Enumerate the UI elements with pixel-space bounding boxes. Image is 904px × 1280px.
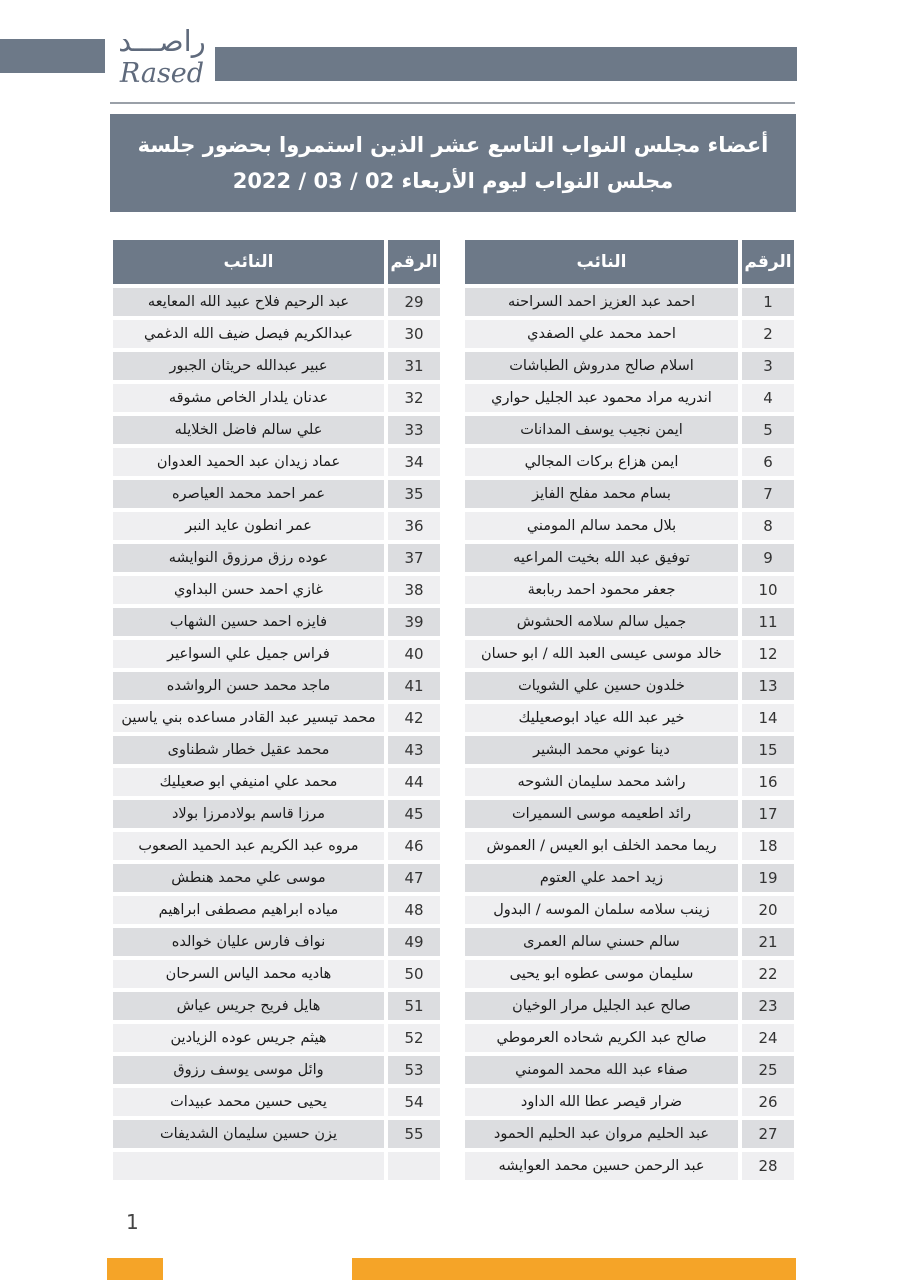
deputy-name-cell: خير عبد الله عياد ابوصعيليك [465,704,738,732]
deputy-name-cell: عدنان يلدار الخاص مشوقه [113,384,384,412]
row-number-cell: 10 [742,576,794,604]
table-row [113,1152,440,1180]
table-row [113,1120,440,1148]
table-row [465,448,794,476]
row-number-cell: 45 [388,800,440,828]
row-number-cell: 29 [388,288,440,316]
rased-logo-arabic: راصـــد [118,24,206,58]
deputy-name-cell [113,1152,384,1180]
table-row [113,960,440,988]
table-row [113,640,440,668]
deputy-name-cell: عبد الرحيم فلاح عبيد الله المعايعه [113,288,384,316]
deputy-name-cell: ضرار قيصر عطا الله الداود [465,1088,738,1116]
table-row [113,864,440,892]
table-row [465,768,794,796]
deputy-name-cell: سالم حسني سالم العمرى [465,928,738,956]
row-number-cell: 41 [388,672,440,700]
deputy-name-cell: يزن حسين سليمان الشديفات [113,1120,384,1148]
row-number-cell: 3 [742,352,794,380]
deputy-name-cell: زينب سلامه سلمان الموسه / البدول [465,896,738,924]
page-title-line1: أعضاء مجلس النواب التاسع عشر الذين استمروا بحضور جلسة [137,133,769,157]
table-row [113,608,440,636]
members-table-right [461,236,798,1184]
deputy-column-header: النائب [465,240,738,284]
deputy-name-cell: محمد عقيل خطار شطناوى [113,736,384,764]
deputy-name-cell: علي سالم فاضل الخلايله [113,416,384,444]
deputy-name-cell: عبير عبدالله حريثان الجبور [113,352,384,380]
row-number-cell: 7 [742,480,794,508]
row-number-cell: 31 [388,352,440,380]
deputy-name-cell: مياده ابراهيم مصطفى ابراهيم [113,896,384,924]
table-row [465,512,794,540]
row-number-cell: 28 [742,1152,794,1180]
deputy-name-cell: جعفر محمود احمد ربابعة [465,576,738,604]
table-row [465,640,794,668]
deputy-name-cell: عوده رزق مرزوق النوايشه [113,544,384,572]
table-row [113,992,440,1020]
members-table-1-28 [461,236,798,1184]
row-number-cell: 50 [388,960,440,988]
deputy-name-cell: خلدون حسين علي الشويات [465,672,738,700]
footer-orange-block-small [107,1258,163,1280]
table-row [113,512,440,540]
deputy-name-cell: دينا عوني محمد البشير [465,736,738,764]
number-column-header: الرقم [388,240,440,284]
row-number-cell: 12 [742,640,794,668]
row-number-cell: 46 [388,832,440,860]
row-number-cell: 18 [742,832,794,860]
deputy-name-cell: هيثم جريس عوده الزيادين [113,1024,384,1052]
table-row [113,928,440,956]
deputy-name-cell: فايزه احمد حسين الشهاب [113,608,384,636]
table-row [465,288,794,316]
deputy-name-cell: ايمن نجيب يوسف المدانات [465,416,738,444]
header-band-left [0,39,105,73]
row-number-cell: 54 [388,1088,440,1116]
deputy-name-cell: اسلام صالح مدروش الطباشات [465,352,738,380]
table-row [113,896,440,924]
deputy-name-cell: بسام محمد مفلح الفايز [465,480,738,508]
table-row [465,480,794,508]
deputy-name-cell: احمد محمد علي الصفدي [465,320,738,348]
deputy-name-cell: وائل موسى يوسف رزوق [113,1056,384,1084]
row-number-cell: 9 [742,544,794,572]
deputy-name-cell: خالد موسى عيسى العبد الله / ابو حسان [465,640,738,668]
table-row [113,1056,440,1084]
table-row [113,448,440,476]
table-row [113,576,440,604]
table-row [465,800,794,828]
deputy-name-cell: يحيى حسين محمد عبيدات [113,1088,384,1116]
table-row [113,1024,440,1052]
table-row [113,544,440,572]
deputy-name-cell: ريما محمد الخلف ابو العيس / العموش [465,832,738,860]
page-title-line2: مجلس النواب ليوم الأربعاء 02 / 03 / 2022 [232,169,674,193]
row-number-cell: 13 [742,672,794,700]
table-row [465,1056,794,1084]
row-number-cell: 48 [388,896,440,924]
table-row [465,928,794,956]
deputy-name-cell: سليمان موسى عطوه ابو يحيى [465,960,738,988]
deputy-name-cell: محمد تيسير عبد القادر مساعده بني ياسين [113,704,384,732]
deputy-name-cell: ماجد محمد حسن الرواشده [113,672,384,700]
row-number-cell: 33 [388,416,440,444]
deputy-name-cell: راشد محمد سليمان الشوحه [465,768,738,796]
row-number-cell: 19 [742,864,794,892]
row-number-cell: 35 [388,480,440,508]
row-number-cell: 17 [742,800,794,828]
deputy-name-cell: فراس جميل علي السواعير [113,640,384,668]
deputy-name-cell: عماد زيدان عبد الحميد العدوان [113,448,384,476]
rased-logo-latin: Rased [119,58,205,89]
row-number-cell: 26 [742,1088,794,1116]
table-row [113,288,440,316]
deputy-name-cell: نواف فارس عليان خوالده [113,928,384,956]
header-divider-line [110,102,795,104]
number-column-header: الرقم [742,240,794,284]
row-number-cell: 32 [388,384,440,412]
row-number-cell: 4 [742,384,794,412]
table-row [465,960,794,988]
row-number-cell: 11 [742,608,794,636]
deputy-column-header: النائب [113,240,384,284]
row-number-cell: 36 [388,512,440,540]
row-number-cell: 2 [742,320,794,348]
header-band-right [215,47,797,81]
table-header-row [113,240,440,284]
row-number-cell: 51 [388,992,440,1020]
row-number-cell: 38 [388,576,440,604]
row-number-cell: 1 [742,288,794,316]
footer-orange-block-large [352,1258,796,1280]
deputy-name-cell: عبد الحليم مروان عبد الحليم الحمود [465,1120,738,1148]
table-row [465,1088,794,1116]
rased-logo [108,24,216,90]
deputy-name-cell: هايل فريح جريس عياش [113,992,384,1020]
deputy-name-cell: اندريه مراد محمود عبد الجليل حواري [465,384,738,412]
deputy-name-cell: مروه عبد الكريم عبد الحميد الصعوب [113,832,384,860]
row-number-cell: 55 [388,1120,440,1148]
table-row [113,416,440,444]
table-row [465,704,794,732]
row-number-cell: 42 [388,704,440,732]
deputy-name-cell: توفيق عبد الله بخيت المراعيه [465,544,738,572]
row-number-cell: 30 [388,320,440,348]
row-number-cell: 53 [388,1056,440,1084]
deputy-name-cell: عبدالكريم فيصل ضيف الله الدغمي [113,320,384,348]
row-number-cell: 6 [742,448,794,476]
table-row [465,992,794,1020]
deputy-name-cell: غازي احمد حسن البداوي [113,576,384,604]
row-number-cell: 14 [742,704,794,732]
deputy-name-cell: هاديه محمد الياس السرحان [113,960,384,988]
members-table-29-55 [109,236,444,1184]
table-row [465,576,794,604]
table-row [465,352,794,380]
row-number-cell: 40 [388,640,440,668]
row-number-cell: 52 [388,1024,440,1052]
deputy-name-cell: ايمن هزاع بركات المجالي [465,448,738,476]
table-row [465,384,794,412]
table-row [113,832,440,860]
table-row [113,320,440,348]
deputy-name-cell: صفاء عبد الله محمد المومني [465,1056,738,1084]
deputy-name-cell: مرزا قاسم بولادمرزا بولاد [113,800,384,828]
table-row [465,672,794,700]
deputy-name-cell: صالح عبد الجليل مرار الوخيان [465,992,738,1020]
table-row [113,768,440,796]
row-number-cell: 22 [742,960,794,988]
deputy-name-cell: محمد علي امنيفي ابو صعيليك [113,768,384,796]
row-number-cell: 15 [742,736,794,764]
deputy-name-cell: احمد عبد العزيز احمد السراحنه [465,288,738,316]
table-row [113,704,440,732]
row-number-cell: 23 [742,992,794,1020]
table-row [465,544,794,572]
deputy-name-cell: موسى علي محمد هنطش [113,864,384,892]
table-row [465,320,794,348]
table-row [465,736,794,764]
table-row [465,1024,794,1052]
table-row [465,608,794,636]
row-number-cell: 25 [742,1056,794,1084]
table-row [113,672,440,700]
row-number-cell: 21 [742,928,794,956]
row-number-cell: 16 [742,768,794,796]
table-row [465,864,794,892]
deputy-name-cell: جميل سالم سلامه الحشوش [465,608,738,636]
row-number-cell: 39 [388,608,440,636]
deputy-name-cell: عمر احمد محمد العياصره [113,480,384,508]
row-number-cell: 44 [388,768,440,796]
row-number-cell: 37 [388,544,440,572]
table-row [113,1088,440,1116]
deputy-name-cell: زيد احمد علي العتوم [465,864,738,892]
row-number-cell: 20 [742,896,794,924]
table-row [113,800,440,828]
deputy-name-cell: رائد اطعيمه موسى السميرات [465,800,738,828]
deputy-name-cell: بلال محمد سالم المومني [465,512,738,540]
deputy-name-cell: عبد الرحمن حسين محمد العوايشه [465,1152,738,1180]
page-number: 1 [126,1210,139,1234]
row-number-cell: 5 [742,416,794,444]
table-row [465,1152,794,1180]
row-number-cell: 34 [388,448,440,476]
table-row [465,1120,794,1148]
deputy-name-cell: صالح عبد الكريم شحاده العرموطي [465,1024,738,1052]
row-number-cell: 49 [388,928,440,956]
deputy-name-cell: عمر انطون عايد النبر [113,512,384,540]
row-number-cell: 43 [388,736,440,764]
members-table-left [109,236,444,1184]
row-number-cell: 27 [742,1120,794,1148]
table-row [465,832,794,860]
table-row [113,352,440,380]
row-number-cell [388,1152,440,1180]
page-title [110,114,796,212]
table-row [465,896,794,924]
table-row [113,480,440,508]
row-number-cell: 8 [742,512,794,540]
row-number-cell: 47 [388,864,440,892]
table-row [113,384,440,412]
table-row [113,736,440,764]
table-header-row [465,240,794,284]
table-row [465,416,794,444]
row-number-cell: 24 [742,1024,794,1052]
